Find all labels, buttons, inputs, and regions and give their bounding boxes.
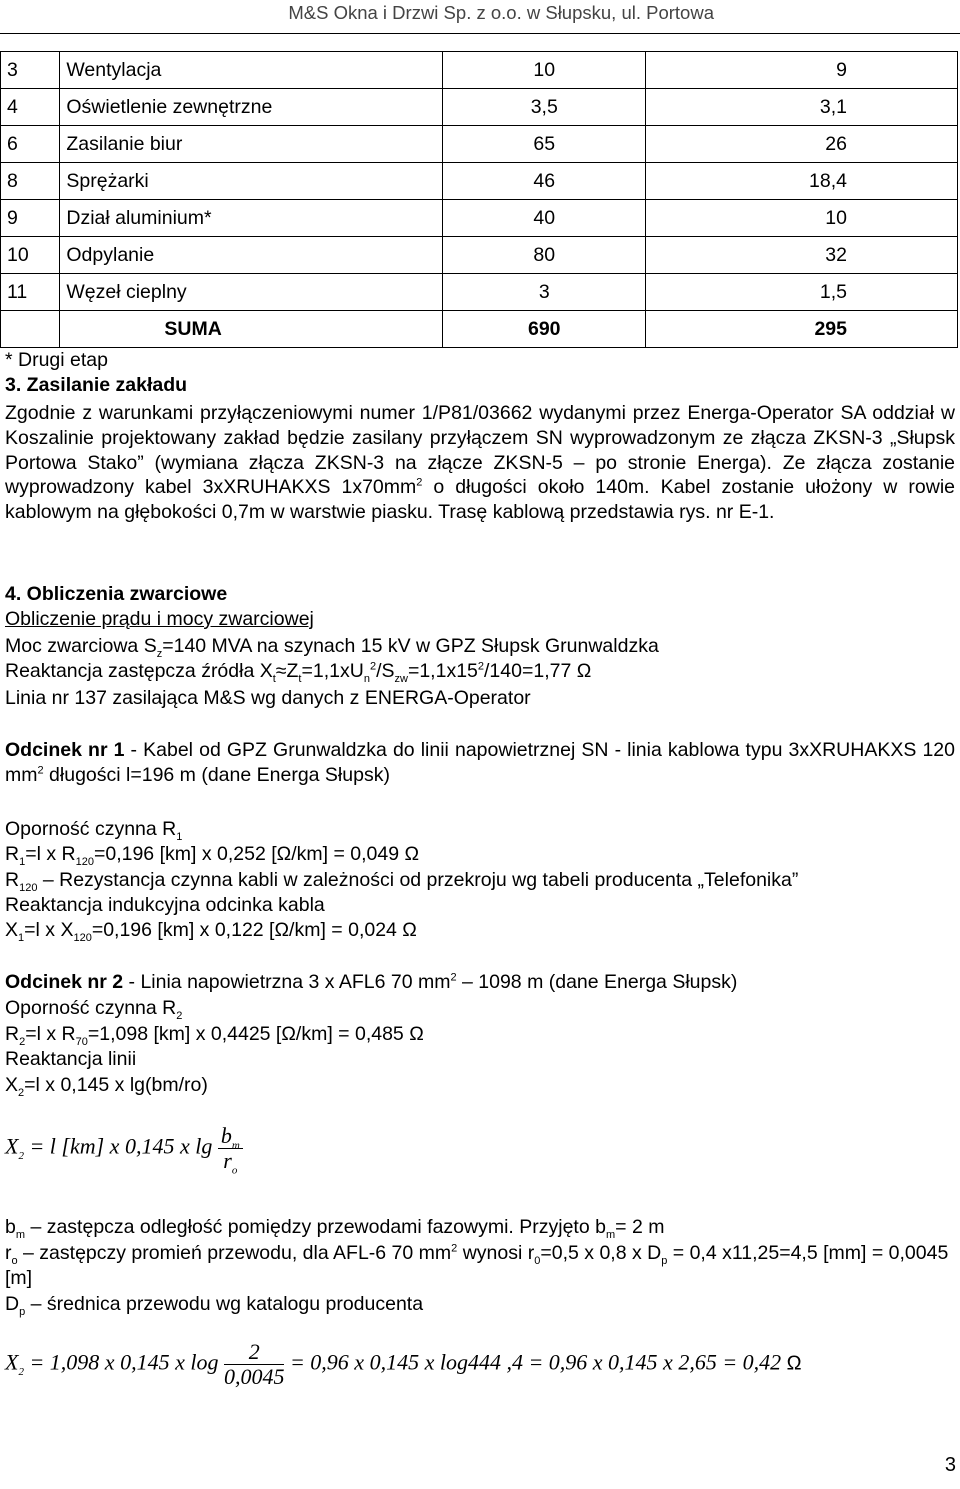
cell-no: 11 (1, 274, 60, 311)
r1-calc: $R_1=l$ x $R_{120}=0,196$ [km] x 0,252 [Ω/km] = 0,049 Ω (5, 843, 420, 868)
table-row (1, 163, 958, 200)
cell-name: Węzeł cieplny (60, 274, 443, 311)
formula-x2-result: $X_2 = 1,098$ x 0,145 x log $\frac{2}{0,0045}$ = 0,96 x 0,145 x log444 ,4 = 0,96 x 0,145 x 2,65 = 0,42 Ω (5, 1339, 802, 1389)
odcinek-2-header: Odcinek nr 2 - Linia napowietrzna 3 x AFL6 70 $mm^2 - 1098$ m (dane Energa Słupsk) (5, 971, 738, 993)
cell-power-demand: 3,1 (646, 89, 958, 126)
section-3-text: Zgodnie z warunkami przyłączeniowymi numer 1/P81/03662 wydanymi przez Energa-Operator SA oddział w Koszalinie projektowany zakład będzie zasilany przyłączem SN wyprowadzonym ze złącza ZKSN-3 „Słupsk Portowa Stako” (wymiana złącza ZKSN-3 na złącze ZKSN-5 – po stronie Energa). Ze złącza zostanie wyprowadzony kabel 3xXRUHAKXS $1x70mm^2$ o długości około 140m. Kabel zostanie ułożony w rowie kablowym na głębokości 0,7m w warstwie piasku. Trasę kablową przedstawia rys. nr E-1. (5, 402, 955, 524)
cell-power-installed: 3 (443, 274, 646, 311)
cell-sum-b: 295 (646, 311, 958, 348)
linia-137: Linia nr 137 zasilająca M&S wg danych z ENERGA-Operator (5, 687, 531, 709)
r120-def: $R_{120}$ – Rezystancja czynna kabli w zależności od przekroju wg tabeli producenta „Telefonika” (5, 869, 799, 894)
table-row (1, 237, 958, 274)
moc-zwarciowa: Moc zwarciowa $S_z=140$ MVA na szynach 15 kV w GPZ Słupsk Grunwaldzka (5, 635, 659, 660)
table-sum-row (1, 311, 958, 348)
cell-power-installed: 46 (443, 163, 646, 200)
cell-name: Odpylanie (60, 237, 443, 274)
table-row (1, 274, 958, 311)
cell-name: Wentylacja (60, 52, 443, 89)
cell-power-demand: 1,5 (646, 274, 958, 311)
cell-no: 3 (1, 52, 60, 89)
formula-x2-general: $X_2 = l$ [km] x 0,145 x lg $\frac{b_m}{r_o}$ (5, 1124, 955, 1173)
page-header: M&S Okna i Drzwi Sp. z o.o. w Słupsku, ul. Portowa (288, 2, 714, 23)
cell-power-installed: 3,5 (443, 89, 646, 126)
footnote: * Drugi etap (5, 349, 108, 371)
bm-def: $b_m$ – zastępcza odległość pomiędzy przewodami fazowymi. Przyjęto $b_m= 2$ m (5, 1216, 665, 1241)
cell-power-demand: 9 (646, 52, 958, 89)
table-row (1, 126, 958, 163)
header-divider (0, 33, 960, 34)
page-number: 3 (944, 1454, 956, 1476)
fraction-bm-ro: $\frac{b_m}{r_o}$ (218, 1124, 243, 1173)
cell-power-demand: 32 (646, 237, 958, 274)
section-4-title: 4. Obliczenia zwarciowe (5, 583, 228, 605)
cell-no: 4 (1, 89, 60, 126)
cell-power-demand: 26 (646, 126, 958, 163)
cell-sum-a: 690 (443, 311, 646, 348)
cell-name: Dział aluminium* (60, 200, 443, 237)
cell-power-installed: 80 (443, 237, 646, 274)
ro-def: $r_o$ – zastępczy promień przewodu, dla AFL-6 70 $mm^2$ wynosi $r_0=0,5$ x 0,8 x $D_p = 0,4$ x11,25=4,5 [mm] = 0,0045 [m] (5, 1242, 949, 1289)
cell-name: Sprężarki (60, 163, 443, 200)
fraction-2-over-0-0045: $\frac{2}{0,0045}$ (223, 1339, 285, 1389)
cell-no: 8 (1, 163, 60, 200)
cell-no: 10 (1, 237, 60, 274)
odcinek-1-header: Odcinek nr 1 - Kabel od GPZ Grunwaldzka do linii napowietrznej SN - linia kablowa typu 3xXRUHAKXS 120 $mm^2$ długości l=196 m (dane Energa Słupsk) (5, 739, 955, 786)
dp-def: $D_p$ – średnica przewodu wg katalogu producenta (5, 1293, 424, 1318)
table-row (1, 52, 958, 89)
table-row (1, 200, 958, 237)
opornosc-r2: Oporność czynna $R_2$ (5, 997, 183, 1022)
cell-sum-label: SUMA (60, 311, 443, 348)
cell-no: 9 (1, 200, 60, 237)
load-table (0, 51, 958, 348)
section-4-subtitle: Obliczenie prądu i mocy zwarciowej (5, 608, 314, 630)
cell-power-demand: 18,4 (646, 163, 958, 200)
cell-power-installed: 65 (443, 126, 646, 163)
cell-power-installed: 10 (443, 52, 646, 89)
cell-no: 6 (1, 126, 60, 163)
reaktancja-linii: Reaktancja linii (5, 1048, 137, 1070)
x2-def: $X_2=l$ x 0,145 x lg(bm/ro) (5, 1074, 208, 1099)
table-row (1, 89, 958, 126)
reaktancja-kabla: Reaktancja indukcyjna odcinka kabla (5, 894, 325, 916)
section-3-title: 3. Zasilanie zakładu (5, 374, 188, 396)
cell-name: Zasilanie biur (60, 126, 443, 163)
cell-power-installed: 40 (443, 200, 646, 237)
x1-calc: $X_1=l$ x $X_{120}=0,196$ [km] x 0,122 [Ω/km] = 0,024 Ω (5, 919, 417, 944)
cell-empty (1, 311, 60, 348)
cell-power-demand: 10 (646, 200, 958, 237)
reaktancja-zrodla: Reaktancja zastępcza źródła $X_t\approx Z_t=1,1xU_n^2/S_{zw}=1,1x15^2/140=1,77$ Ω (5, 660, 592, 685)
opornosc-r1: Oporność czynna $R_1$ (5, 818, 183, 843)
cell-name: Oświetlenie zewnętrzne (60, 89, 443, 126)
r2-calc: $R_2=l$ x $R_{70}=1,098$ [km] x 0,4425 [Ω/km] = 0,485 Ω (5, 1023, 424, 1048)
